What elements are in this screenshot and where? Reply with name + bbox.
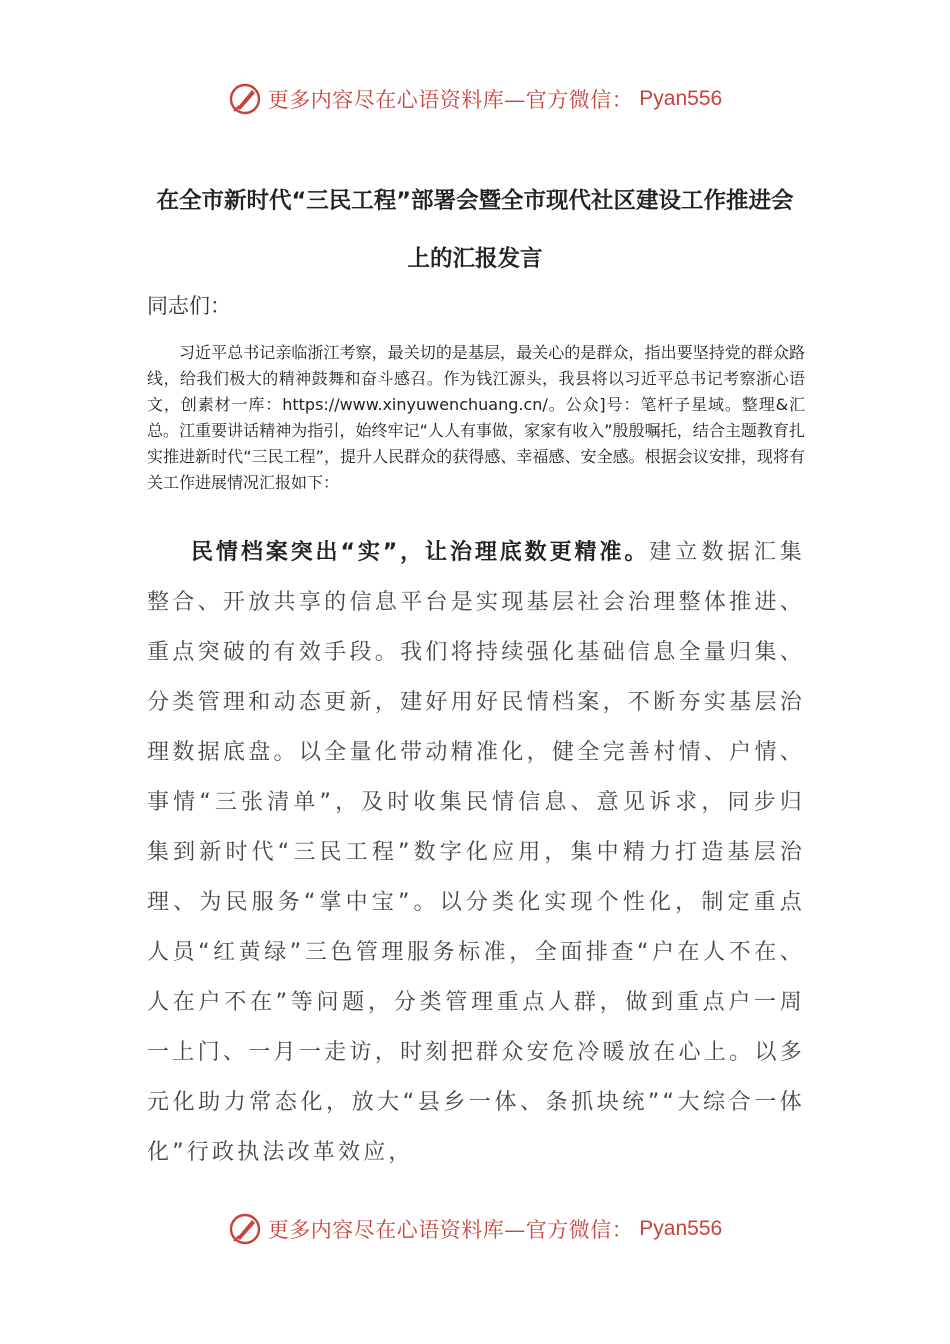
banner-text: 更多内容尽在心语资料库—官方微信： <box>267 1218 634 1242</box>
quill-logo-icon <box>228 1212 262 1246</box>
document-title: 在全市新时代“三民工程”部署会暨全市现代社区建设工作推进会上的汇报发言 <box>156 188 794 272</box>
banner-wechat-id: Pyan556 <box>639 87 723 110</box>
banner-wechat-id: Pyan556 <box>639 1217 723 1240</box>
section-heading: 民情档案突出“实”，让治理底数更精准。 <box>191 540 650 565</box>
section-paragraph <box>147 528 805 1178</box>
intro-paragraph: 习近平总书记亲临浙江考察，最关切的是基层，最关心的是群众，指出要坚持党的群众路线，给我们极大的精神鼓舞和奋斗感召。作为钱江源头，我县将以习近平总书记考察浙心语文，创素材一库：https://www.xinyuwenchuang.cn/。公众]号：笔杆子星域。整理&汇总。江重要讲话精神为指引，始终牢记“人人有事做，家家有收入”殷殷嘱托，结合主题教育扎实推进新时代“三民工程”，提升人民群众的获得感、幸福感、安全感。根据会议安排，现将有关工作进展情况汇报如下： <box>147 343 805 492</box>
greeting: 同志们： <box>147 294 231 318</box>
quill-logo-icon <box>228 82 262 116</box>
banner-text: 更多内容尽在心语资料库—官方微信： <box>267 88 634 112</box>
header-banner <box>0 82 950 116</box>
section-body: 建立数据汇集整合、开放共享的信息平台是实现基层社会治理整体推进、重点突破的有效手段。我们将持续强化基础信息全量归集、分类管理和动态更新，建好用好民情档案，不断夯实基层治理数据底盘。以全量化带动精准化，健全完善村情、户情、事情“三张清单”，及时收集民情信息、意见诉求，同步归集到新时代“三民工程”数字化应用，集中精力打造基层治理、为民服务“掌中宝”。以分类化实现个性化，制定重点人员“红黄绿”三色管理服务标准，全面排查“户在人不在、人在户不在”等问题，分类管理重点人群，做到重点户一周一上门、一月一走访，时刻把群众安危冷暖放在心上。以多元化助力常态化，放大“县乡一体、条抓块统”“大综合一体化”行政执法改革效应， <box>147 540 806 1165</box>
footer-banner <box>0 1212 950 1246</box>
